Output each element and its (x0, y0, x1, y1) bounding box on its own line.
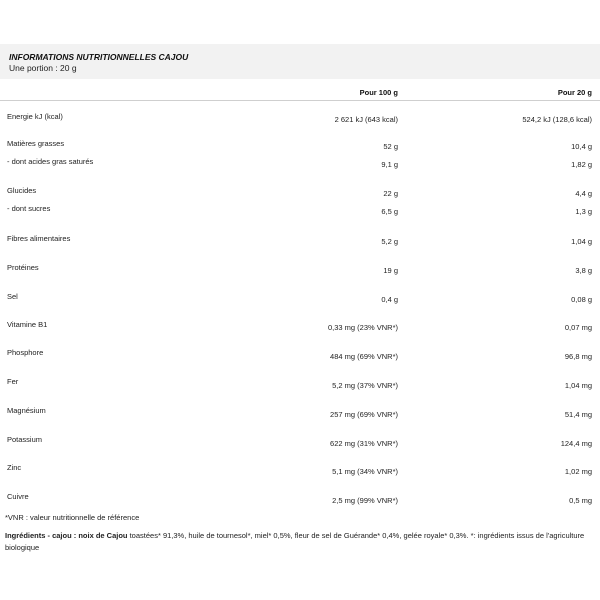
value-per20: 124,4 mg (560, 439, 592, 448)
value-per100: 9,1 g (381, 160, 398, 169)
nutrition-header (0, 44, 600, 79)
value-per100: 484 mg (69% VNR*) (330, 352, 398, 361)
row-label: Phosphore (7, 348, 44, 357)
value-per20: 1,02 mg (564, 467, 592, 476)
value-per20: 1,82 g (571, 160, 592, 169)
value-per20: 3,8 g (575, 266, 592, 275)
value-per100: 5,2 g (381, 237, 398, 246)
ingredients-list: toastées* 91,3%, huile de tournesol*, miel* 0,5%, fleur de sel de Guérande* 0,4%, gelée royale* 0,3%. *: ingrédients issus de l'agriculture biologique (5, 531, 585, 552)
row-label: Glucides (7, 186, 37, 195)
value-per20: 51,4 mg (564, 410, 592, 419)
value-per20: 1,3 g (575, 207, 592, 216)
row-label: Cuivre (7, 492, 29, 501)
value-per100: 52 g (383, 142, 398, 151)
value-per100: 22 g (383, 189, 398, 198)
row-label: Matières grasses (7, 139, 65, 148)
column-header-per20: Pour 20 g (557, 88, 592, 97)
header-divider (0, 100, 600, 101)
value-per20: 1,04 g (571, 237, 592, 246)
value-per100: 19 g (383, 266, 398, 275)
serving-size: Une portion : 20 g (9, 63, 77, 73)
row-label: Vitamine B1 (7, 320, 48, 329)
value-per20: 524,2 kJ (128,6 kcal) (522, 115, 592, 124)
row-label: - dont acides gras saturés (7, 157, 94, 166)
page-title: INFORMATIONS NUTRITIONNELLES CAJOU (9, 52, 189, 62)
row-label: - dont sucres (7, 204, 51, 213)
row-label: Magnésium (7, 406, 46, 415)
value-per20: 10,4 g (571, 142, 592, 151)
value-per20: 1,04 mg (564, 381, 592, 390)
value-per100: 0,4 g (381, 295, 398, 304)
row-label: Potassium (7, 435, 43, 444)
value-per100: 2,5 mg (99% VNR*) (332, 496, 398, 505)
row-label: Fer (7, 377, 19, 386)
value-per20: 4,4 g (575, 189, 592, 198)
row-label: Protéines (7, 263, 39, 272)
value-per100: 5,2 mg (37% VNR*) (332, 381, 398, 390)
value-per20: 96,8 mg (564, 352, 592, 361)
row-label: Energie kJ (kcal) (7, 112, 63, 121)
value-per100: 0,33 mg (23% VNR*) (327, 323, 398, 332)
vnr-footnote: *VNR : valeur nutritionnelle de référence (5, 513, 140, 522)
value-per20: 0,08 g (571, 295, 592, 304)
value-per100: 257 mg (69% VNR*) (330, 410, 398, 419)
value-per100: 6,5 g (381, 207, 398, 216)
ingredients-label: Ingrédients - cajou : noix de Cajou (5, 531, 128, 540)
column-header-per100: Pour 100 g (359, 88, 398, 97)
value-per20: 0,07 mg (564, 323, 592, 332)
row-label: Sel (7, 292, 18, 301)
value-per100: 622 mg (31% VNR*) (330, 439, 398, 448)
value-per100: 2 621 kJ (643 kcal) (334, 115, 398, 124)
row-label: Zinc (7, 463, 22, 472)
ingredients-text (5, 530, 590, 553)
value-per100: 5,1 mg (34% VNR*) (332, 467, 398, 476)
row-label: Fibres alimentaires (7, 234, 71, 243)
value-per20: 0,5 mg (569, 496, 592, 505)
